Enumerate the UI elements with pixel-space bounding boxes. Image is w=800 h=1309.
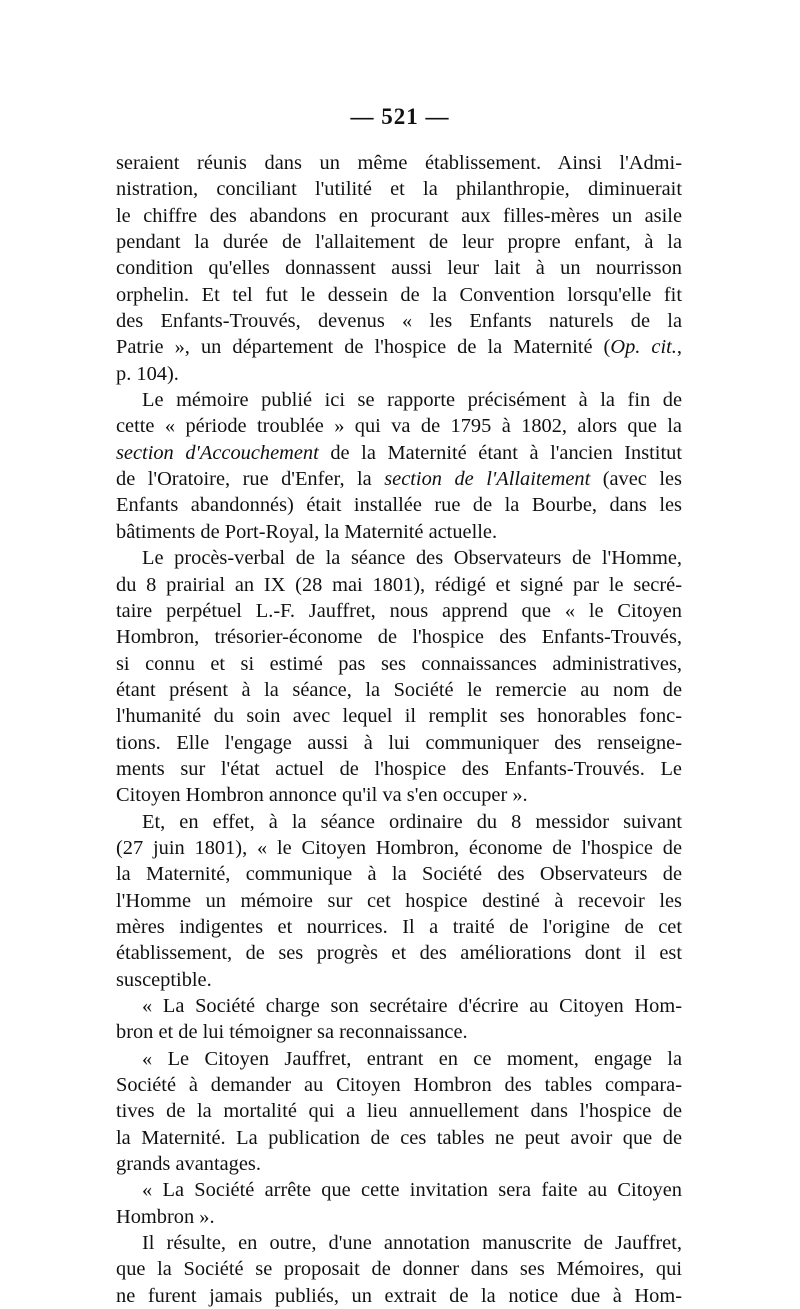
text-line: ne furent jamais publiés, un extrait de la notice due à Hom-: [116, 1284, 682, 1307]
body-text: [116, 150, 682, 1309]
text-line: Le procès-verbal de la séance des Observateurs de l'Homme,: [142, 547, 682, 570]
text-line: mères indigentes et nourrices. Il a traité de l'origine de cet: [116, 915, 682, 938]
paragraph-p7: [116, 1177, 682, 1230]
text-line: (27 juin 1801), « le Citoyen Hombron, économe de l'hospice de: [116, 836, 682, 859]
text-line: section d'Accouchement de la Maternité étant à l'ancien Institut: [116, 441, 682, 464]
page-number: — 521 —: [350, 104, 450, 129]
text-line: « La Société charge son secrétaire d'écrire au Citoyen Hom-: [142, 995, 682, 1017]
text-line: Hombron, trésorier-économe de l'hospice des Enfants-Trouvés,: [116, 626, 682, 649]
text-line: ments sur l'état actuel de l'hospice des Enfants-Trouvés. Le: [116, 757, 682, 780]
paragraph-p1: [116, 150, 682, 387]
text-line: taire perpétuel L.-F. Jauffret, nous apprend que « le Citoyen: [116, 599, 682, 622]
text-line: cette « période troublée » qui va de 1795 à 1802, alors que la: [116, 415, 682, 438]
text-line: Et, en effet, à la séance ordinaire du 8 messidor suivant: [142, 810, 682, 833]
text-line: bron et de lui témoigner sa reconnaissance.: [116, 1021, 468, 1044]
text-line: nistration, conciliant l'utilité et la philanthropie, diminuerait: [116, 178, 682, 201]
text-line: Hombron ».: [116, 1205, 215, 1228]
paragraph-p3: [116, 545, 682, 808]
text-line: orphelin. Et tel fut le dessein de la Convention lorsqu'elle fit: [116, 283, 682, 306]
text-line: condition qu'elles donnassent aussi leur lait à un nourrisson: [116, 257, 682, 280]
text-line: la Maternité. La publication de ces tables ne peut avoir que de: [116, 1126, 682, 1149]
text-line: Société à demander au Citoyen Hombron des tables compara-: [116, 1074, 682, 1097]
text-line: tions. Elle l'engage aussi à lui communiquer des renseigne-: [116, 731, 682, 754]
text-line: Il résulte, en outre, d'une annotation manuscrite de Jauffret,: [142, 1232, 682, 1255]
text-line: susceptible.: [116, 968, 212, 991]
text-line: du 8 prairial an IX (28 mai 1801), rédigé et signé par le secré-: [116, 573, 682, 596]
text-line: tives de la mortalité qui a lieu annuellement dans l'hospice de: [116, 1100, 682, 1123]
paragraph-p6: [116, 1046, 682, 1178]
text-line: si connu et si estimé pas ses connaissances administratives,: [116, 652, 682, 675]
text-line: des Enfants-Trouvés, devenus « les Enfants naturels de la: [116, 310, 682, 333]
text-line: Patrie », un département de l'hospice de la Maternité (Op. cit.,: [116, 336, 682, 359]
text-line: de l'Oratoire, rue d'Enfer, la section de l'Allaitement (avec les: [116, 468, 682, 491]
text-line: l'humanité du soin avec lequel il remplit ses honorables fonc-: [116, 705, 682, 728]
text-line: bâtiments de Port-Royal, la Maternité actuelle.: [116, 520, 498, 543]
text-line: Enfants abandonnés) était installée rue de la Bourbe, dans les: [116, 494, 682, 517]
paragraph-p4: [116, 809, 682, 993]
text-line: étant présent à la séance, la Société le remercie au nom de: [116, 678, 682, 701]
text-line: Le mémoire publié ici se rapporte précisément à la fin de: [142, 389, 682, 412]
paragraph-p8: [116, 1230, 682, 1309]
text-line: Citoyen Hombron annonce qu'il va s'en occuper ».: [116, 784, 528, 807]
text-line: établissement, de ses progrès et des améliorations dont il est: [116, 942, 682, 965]
text-line: que la Société se proposait de donner dans ses Mémoires, qui: [116, 1258, 682, 1281]
text-line: grands avantages.: [116, 1153, 261, 1176]
text-line: le chiffre des abandons en procurant aux filles-mères un asile: [116, 204, 682, 227]
text-line: l'Homme un mémoire sur cet hospice destiné à recevoir les: [116, 889, 682, 912]
text-line: la Maternité, communique à la Société des Observateurs de: [116, 863, 682, 886]
paragraph-p2: [116, 387, 682, 545]
text-line: « La Société arrête que cette invitation sera faite au Citoyen: [142, 1179, 682, 1202]
text-line: seraient réunis dans un même établissement. Ainsi l'Admi-: [116, 152, 682, 174]
paragraph-p5: [116, 993, 682, 1046]
text-line: pendant la durée de l'allaitement de leur propre enfant, à la: [116, 231, 682, 254]
text-line: « Le Citoyen Jauffret, entrant en ce moment, engage la: [142, 1047, 682, 1070]
text-line: p. 104).: [116, 362, 179, 385]
